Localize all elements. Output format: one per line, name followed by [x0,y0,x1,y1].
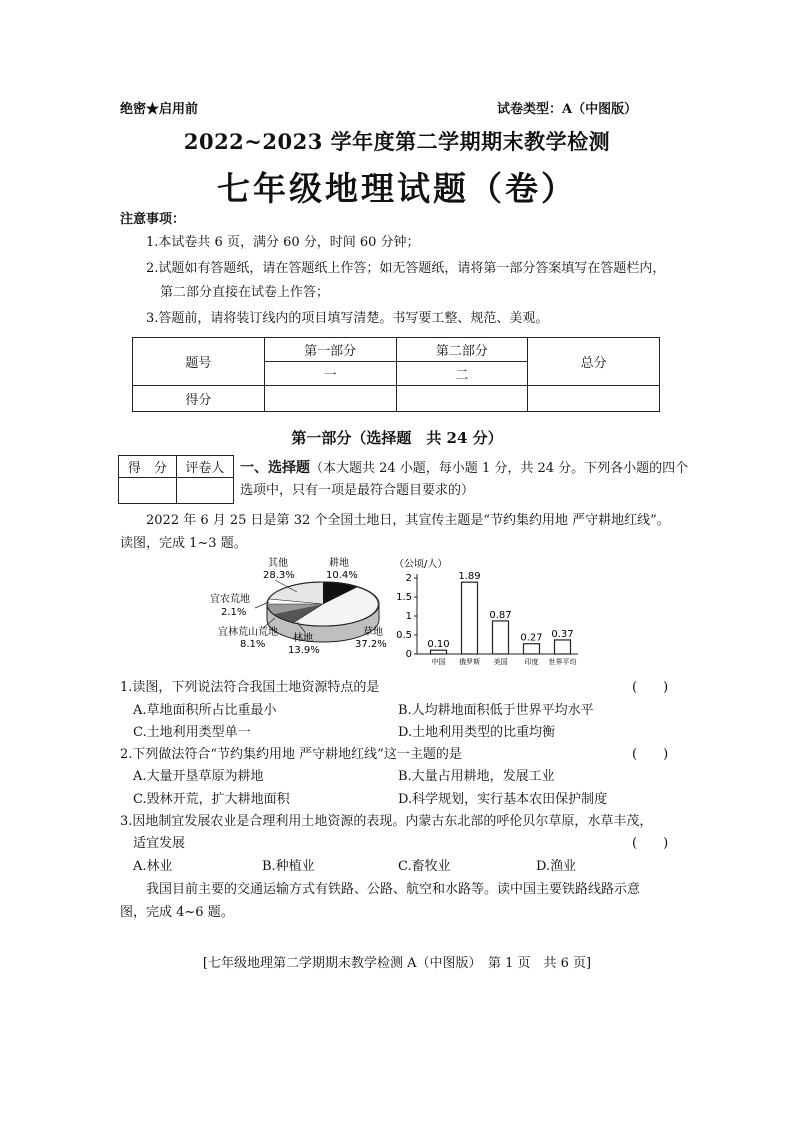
notice-item-2: 2.试题如有答题纸，请在答题纸上作答；如无答题纸，请将第一部分答案填写在答题栏内， [146,261,666,276]
score-cell-part1[interactable] [264,386,396,412]
bar-value-label: 1.89 [458,571,481,583]
bar-1 [431,650,447,654]
question-3-answer-blank[interactable]: ( ) [632,836,669,851]
pie-value-arable-waste: 2.1% [221,607,247,618]
intro2-line1: 我国目前主要的交通运输方式有铁路、公路、航空和水路等。读中国主要铁路线路示意 [146,882,641,897]
score-table-sub1: 一 [264,362,396,386]
question-2-answer-blank[interactable]: ( ) [632,747,669,762]
grade-box [118,455,234,504]
bar-4 [524,644,540,654]
question-1-option-c: C.土地利用类型单一 [133,725,251,740]
grade-box-score-label: 得 分 [119,456,177,478]
question-1-stem: 1.读图，下列说法符合我国土地资源特点的是 [120,680,380,695]
pie-label-forest: 林地 [293,633,313,644]
pie-value-forest: 13.9% [288,645,320,656]
notice-item-1: 1.本试卷共 6 页，满分 60 分，时间 60 分钟； [146,235,420,250]
bar-5 [555,640,571,654]
grade-box-score-cell[interactable] [119,478,177,504]
score-table [132,337,660,412]
question-1-option-d: D.土地利用类型的比重均衡 [398,725,556,740]
score-table-part2: 第二部分 [396,338,528,362]
score-table-score-label: 得分 [133,386,265,412]
section1-line1: 一、选择题（本大题共 24 小题，每小题 1 分，共 24 分。下列各小题的四个 [240,460,689,476]
score-cell-part2[interactable] [396,386,528,412]
pie-label-forest-waste: 宜林荒山荒地 [218,627,278,638]
pie-value-other: 28.3% [263,570,295,581]
question-3-stem-line2: 适宜发展 [133,836,186,851]
land-use-pie-chart [205,556,400,660]
question-1-option-b: B.人均耕地面积低于世界平均水平 [398,703,594,718]
question-2-option-c: C.毁林开荒，扩大耕地面积 [133,792,290,807]
question-2-option-a: A.大量开垦草原为耕地 [133,769,264,784]
grade-box-grader-cell[interactable] [176,478,233,504]
grade-box-grader-label: 评卷人 [176,456,233,478]
bar-category-label: 世界平均 [548,658,577,666]
question-1-answer-blank[interactable]: ( ) [632,680,669,695]
part1-title: 第一部分（选择题 共 24 分） [291,429,503,447]
intro1-line2: 读图，完成 1~3 题。 [120,536,247,551]
pie-value-grass: 37.2% [355,639,387,650]
bar-value-label: 0.10 [427,639,450,651]
pie-label-other: 其他 [268,558,288,569]
notice-heading: 注意事项： [120,212,186,227]
paper-title: 七年级地理试题（卷） [217,169,577,208]
score-table-part1: 第一部分 [264,338,396,362]
score-table-question-header: 题号 [133,338,265,386]
bar-chart-y-tick-label: 0 [405,649,412,660]
score-cell-total[interactable] [528,386,660,412]
intro1-line1: 2022 年 6 月 25 日是第 32 个全国土地日，其宣传主题是“节约集约用地 严守耕地红线”。 [146,513,670,528]
pie-value-forest-waste: 8.1% [240,639,266,650]
bar-chart-y-tick-label: 0.5 [396,630,412,641]
notice-item-2-cont: 第二部分直接在试卷上作答； [160,285,330,300]
question-2-stem: 2.下列做法符合“节约集约用地 严守耕地红线”这一主题的是 [120,747,462,762]
bar-category-label: 俄罗斯 [459,658,480,666]
question-3-option-c: C.畜牧业 [398,859,451,874]
score-table-total: 总分 [528,338,660,386]
bar-chart-y-tick-label: 2 [405,573,412,584]
bar-category-label: 美国 [493,658,508,666]
notice-item-3: 3.答题前，请将装订线内的项目填写清楚。书写要工整、规范、美观。 [146,311,549,326]
per-capita-farmland-bar-chart [392,556,586,668]
exam-title: 2022~2023 学年度第二学期期末教学检测 [183,129,611,154]
pie-label-grass: 草地 [363,627,383,638]
section1-text: （本大题共 24 小题，每小题 1 分，共 24 分。下列各小题的四个 [310,461,689,476]
intro2-line2: 图，完成 4~6 题。 [120,905,234,920]
bar-2 [462,582,478,654]
bar-value-label: 0.37 [551,628,574,640]
bar-chart-ylabel: （公顷/人） [394,559,448,570]
bar-category-label: 印度 [524,658,539,666]
score-table-sub2: 二 [396,362,528,386]
page-footer: [七年级地理第二学期期末教学检测 A（中图版） 第 1 页 共 6 页] [202,956,592,971]
bar-chart-y-tick-label: 1 [405,611,412,622]
question-3-stem-line1: 3.因地制宜发展农业是合理利用土地资源的表现。内蒙古东北部的呼伦贝尔草原，水草丰茂， [120,814,653,829]
question-3-option-b: B.种植业 [262,859,315,874]
bar-chart-y-tick-label: 1.5 [396,592,412,603]
bar-3 [493,621,509,654]
bar-value-label: 0.87 [489,609,512,621]
question-2-option-d: D.科学规划，实行基本农田保护制度 [398,792,608,807]
paper-type-label: 试卷类型：A（中图版） [497,102,638,117]
pie-value-farmland: 10.4% [326,570,358,581]
secret-label: 绝密★启用前 [120,102,199,117]
question-3-option-d: D.渔业 [536,859,577,874]
section1-line2: 选项中，只有一项是最符合题目要求的） [240,483,475,498]
pie-label-farmland: 耕地 [329,558,349,569]
pie-label-arable-waste: 宜农荒地 [210,594,250,605]
bar-category-label: 中国 [431,658,446,666]
bar-value-label: 0.27 [520,632,543,644]
question-3-option-a: A.林业 [133,859,173,874]
question-2-option-b: B.大量占用耕地，发展工业 [398,769,555,784]
question-1-option-a: A.草地面积所占比重最小 [133,703,277,718]
